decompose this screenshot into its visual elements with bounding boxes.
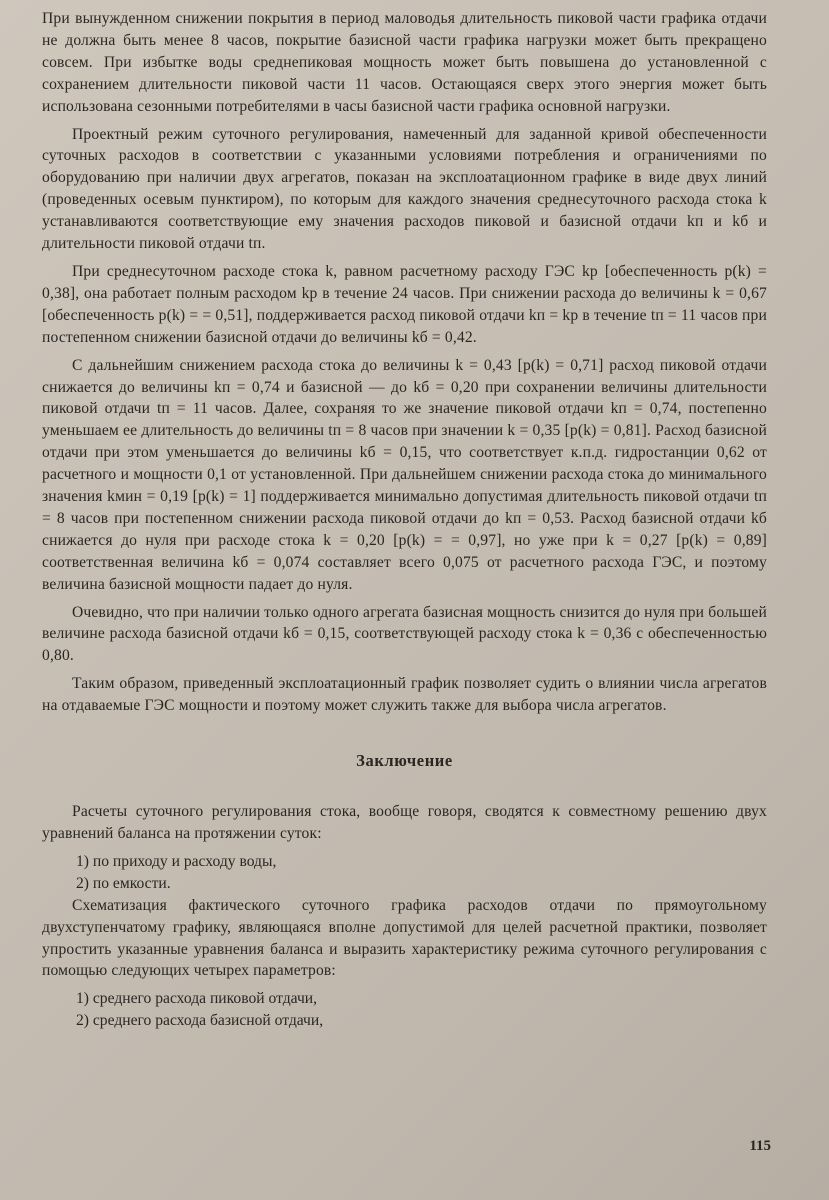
paragraph-6: Таким образом, приведенный эксплоатационный график позволяет судить о влиянии числа агрегатов на отдаваемые ГЭС мощности и поэтому может служить также для выбора числа агрегатов.	[42, 675, 767, 715]
page-number: 115	[749, 1138, 771, 1154]
paragraph-4: С дальнейшим снижением расхода стока до величины k = 0,43 [p(k) = 0,71] расход пиковой отдачи снижается до величины kп = 0,74 и базисной — до kб = 0,20 при сохранении величины длительности пиковой отдачи tп = 11 часов. Далее, сохраняя то же значение пиковой отдачи kп = 0,74, постепенно уменьшаем ее длительность до величины tп = 8 часов при значении k = 0,35 [p(k) = 0,81]. Расход базисной отдачи при этом уменьшается до величины kб = 0,15, что соответствует к.п.д. гидростанции 0,62 от расчетного и мощности 0,1 от установленной. При дальнейшем снижении расхода стока до минимального значения kмин = 0,19 [p(k) = 1] поддерживается минимально допустимая длительность пиковой отдачи tп = 8 часов при постепенном снижении расхода пиковой отдачи до kп = 0,53. Расход базисной отдачи kб снижается до нуля при расходе стока k = 0,20 [p(k) = = 0,97], но уже при k = 0,27 [p(k) = 0,89] соответственная величина kб = 0,074 составляет всего 0,075 от расчетного расхода ГЭС, и поэтому величина базисной мощности падает до нуля.	[42, 356, 767, 593]
conclusion-paragraph-2: Схематизация фактического суточного графика расходов отдачи по прямоугольному двухступенчатому графику, являющаяся вполне допустимой для целей расчетной практики, позволяет упростить указанные уравнения баланса и выразить характеристику режима суточного регулирования с помощью следующих четырех параметров:	[42, 896, 767, 980]
paragraph-5: Очевидно, что при наличии только одного агрегата базисная мощность снизится до нуля при большей величине расхода базисной отдачи kб = 0,15, соответствующей расходу стока k = 0,36 с обеспеченностью 0,80.	[42, 603, 767, 665]
section-heading: Заключение	[356, 751, 453, 771]
list-item: 2) по емкости.	[76, 874, 171, 892]
list-item: 1) по приходу и расходу воды,	[76, 852, 277, 870]
paragraph-1: При вынужденном снижении покрытия в период маловодья длительность пиковой части графика отдачи не должна быть менее 8 часов, покрытие базисной части графика нагрузки может быть прекращено совсем. При избытке воды среднепиковая мощность может быть повышена до установленной с сохранением длительности пиковой части 11 часов. Остающаяся сверх этого энергия может быть использована сезонными потребителями в часы базисной части графика основной нагрузки.	[42, 10, 767, 115]
list-item: 2) среднего расхода базисной отдачи,	[76, 1012, 324, 1030]
list-item: 1) среднего расхода пиковой отдачи,	[76, 990, 318, 1008]
conclusion-intro: Расчеты суточного регулирования стока, вообще говоря, сводятся к совместному решению двух уравнений баланса на протяжении суток:	[42, 803, 767, 842]
paragraph-2: Проектный режим суточного регулирования, намеченный для заданной кривой обеспеченности суточных расходов в соответствии с указанными условиями потребления и ограничениями по оборудованию при наличии двух агрегатов, показан на эксплоатационном графике в виде двух линий (проведенных осевым пунктиром), по которым для каждого значения среднесуточного расхода стока k устанавливаются соответствующие ему значения расходов пиковой и базисной отдачи kп и kб и длительности пиковой отдачи tп.	[42, 125, 767, 253]
paragraph-3: При среднесуточном расходе стока k, равном расчетному расходу ГЭС kр [обеспеченность p(k) = 0,38], она работает полным расходом kр в течение 24 часов. При снижении расхода до величины k = 0,67 [обеспеченность p(k) = = 0,51], поддерживается расход пиковой отдачи kп = kр в течение tп = 11 часов при постепенном снижении базисной отдачи до величины kб = 0,42.	[42, 262, 767, 346]
